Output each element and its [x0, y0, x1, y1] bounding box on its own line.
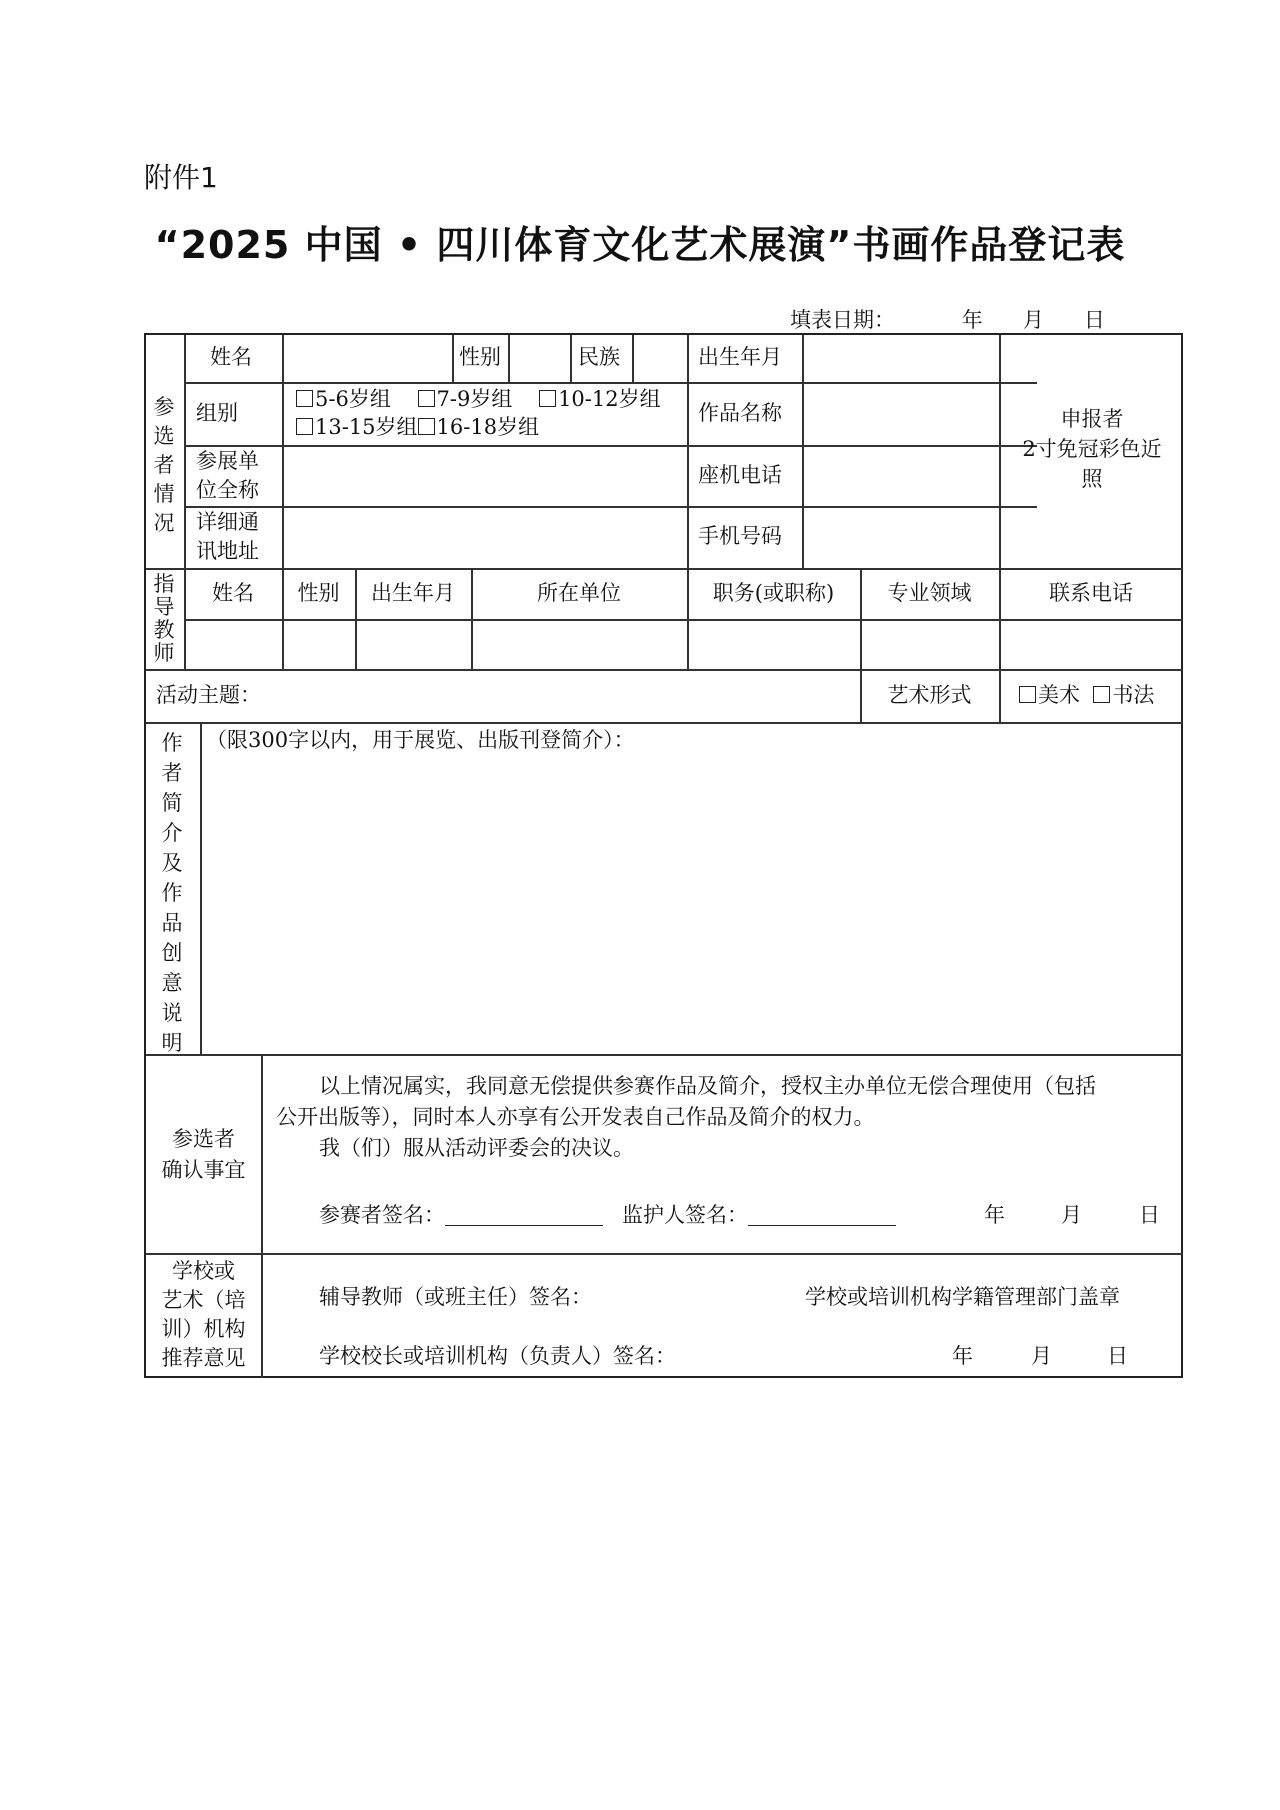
- fill-date-day: 日: [1083, 308, 1105, 332]
- registration-form: [144, 333, 1183, 1378]
- art-checkbox-calligraphy[interactable]: [1093, 686, 1110, 703]
- form-title: “2025 中国 • 四川体育文化艺术展演”书画作品登记表: [154, 223, 1126, 267]
- recommend-label-4: 推荐意见: [161, 1346, 246, 1370]
- principal-signature: 学校校长或培训机构（负责人）签名：: [319, 1344, 676, 1368]
- teacher-header-title: 职务(或职称): [712, 581, 835, 605]
- bio-section-label: 作 者 简 介 及 作 品 创 意 说 明: [161, 731, 183, 1055]
- landline-label: 座机电话: [698, 463, 782, 487]
- teacher-header-field: 专业领域: [887, 581, 972, 605]
- recommend-label-1: 学校或: [172, 1259, 235, 1283]
- fill-date-month: 月: [1022, 308, 1044, 332]
- tutor-signature: 辅导教师（或班主任）签名：: [319, 1285, 592, 1309]
- photo-placeholder-line3: 照: [1081, 467, 1103, 491]
- teacher-header-birth: 出生年月: [371, 581, 455, 605]
- teacher-header-name: 姓名: [212, 581, 254, 605]
- teacher-header-unit: 所在单位: [537, 581, 621, 605]
- mobile-label: 手机号码: [698, 524, 782, 548]
- participant-section-label: 参 选 者 情 况: [153, 395, 175, 535]
- teacher-section-label: 指 导 教 师: [153, 572, 175, 665]
- confirm-label-1: 参选者: [172, 1127, 235, 1151]
- attachment-label: 附件1: [144, 161, 218, 194]
- participant-ethnicity-label: 民族: [578, 345, 620, 369]
- group-label: 组别: [196, 401, 238, 425]
- participant-birth-label: 出生年月: [698, 345, 782, 369]
- recommend-date-day: 日: [1107, 1344, 1128, 1368]
- address-label-1: 详细通: [196, 510, 259, 534]
- photo-placeholder-line2: 2寸免冠彩色近: [1022, 437, 1162, 461]
- address-label-2: 讯地址: [196, 539, 259, 563]
- group-checkbox-5[interactable]: [418, 418, 435, 435]
- stamp-label: 学校或培训机构学籍管理部门盖章: [805, 1285, 1120, 1309]
- confirm-para2: 我（们）服从活动评委会的决议。: [319, 1136, 634, 1160]
- photo-placeholder-line1: 申报者: [1060, 407, 1124, 431]
- confirm-para1-line1: 以上情况属实，我同意无偿提供参赛作品及简介，授权主办单位无偿合理使用（包括: [319, 1074, 1096, 1098]
- fill-date-year: 年: [961, 308, 983, 332]
- guardian-signature: 监护人签名：: [622, 1201, 896, 1230]
- confirm-label-2: 确认事宜: [161, 1158, 246, 1182]
- recommend-label-2: 艺术（培: [161, 1288, 246, 1312]
- recommend-date-month: 月: [1031, 1344, 1052, 1368]
- group-options-row2: 13-15岁组 16-18岁组: [296, 413, 539, 442]
- recommend-label-3: 训）机构: [161, 1317, 246, 1341]
- group-checkbox-3[interactable]: [539, 390, 556, 407]
- work-name-label: 作品名称: [698, 401, 782, 425]
- participant-name-label: 姓名: [210, 345, 252, 369]
- art-checkbox-painting[interactable]: [1019, 686, 1036, 703]
- confirm-date-year: 年: [984, 1203, 1005, 1227]
- teacher-header-phone: 联系电话: [1049, 581, 1133, 605]
- group-options-row1: 5-6岁组 7-9岁组 10-12岁组: [296, 385, 661, 414]
- confirm-date-month: 月: [1061, 1203, 1082, 1227]
- unit-label-2: 位全称: [196, 478, 259, 502]
- participant-gender-label: 性别: [459, 345, 501, 369]
- guardian-signature-line[interactable]: [748, 1203, 896, 1226]
- participant-signature-line[interactable]: [445, 1203, 603, 1226]
- art-form-options: 美术 书法: [1019, 681, 1154, 710]
- group-checkbox-2[interactable]: [418, 390, 435, 407]
- confirm-para1-line2: 公开出版等），同时本人亦享有公开发表自己作品及简介的权力。: [276, 1105, 875, 1129]
- fill-date-label: 填表日期：: [790, 308, 895, 332]
- group-checkbox-1[interactable]: [296, 390, 313, 407]
- teacher-header-gender: 性别: [297, 581, 340, 605]
- art-form-label: 艺术形式: [887, 683, 972, 707]
- confirm-date-day: 日: [1139, 1203, 1160, 1227]
- activity-theme-label: 活动主题：: [156, 683, 261, 707]
- participant-signature: 参赛者签名：: [319, 1201, 603, 1230]
- bio-hint: （限300字以内，用于展览、出版刊登简介）：: [206, 728, 635, 752]
- recommend-date-year: 年: [952, 1344, 973, 1368]
- fill-date-line: [790, 304, 1105, 334]
- group-checkbox-4[interactable]: [296, 418, 313, 435]
- unit-label-1: 参展单: [196, 449, 259, 473]
